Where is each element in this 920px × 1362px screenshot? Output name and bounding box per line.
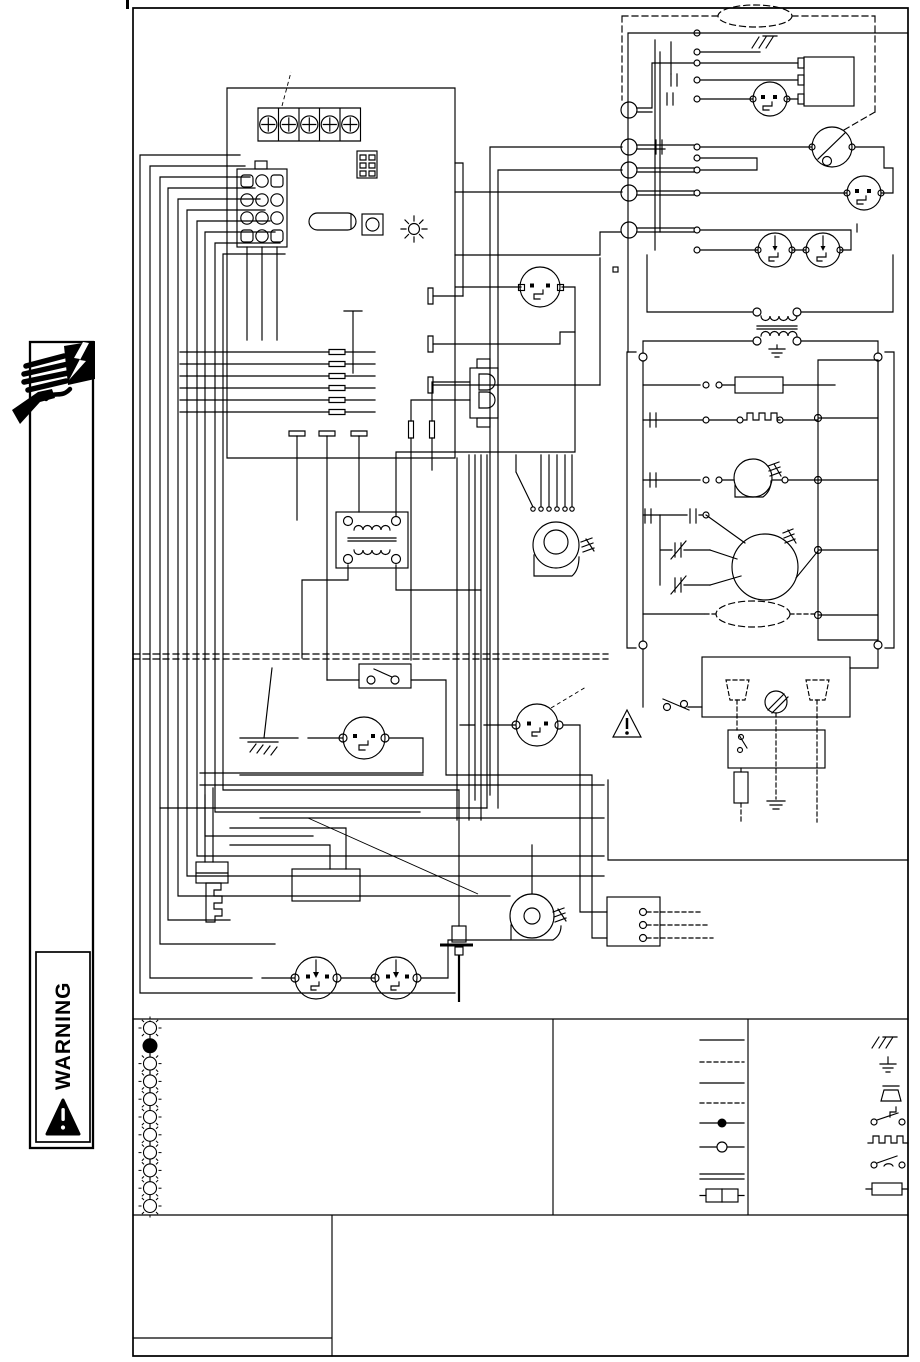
led-ray (156, 1159, 158, 1161)
led-ray (142, 1127, 144, 1129)
thermostat-terminal-strip (258, 72, 361, 141)
title-block-right-cell (333, 1216, 907, 1355)
dip-switch-block (357, 151, 377, 178)
led-ray (156, 1176, 158, 1178)
status-led-icon (401, 216, 427, 242)
led-ray (142, 1176, 144, 1178)
door-interlock-switch (327, 664, 411, 688)
optional-accessory-oval (716, 601, 790, 627)
led-flash-code-column (139, 1017, 162, 1218)
led-ray (156, 1198, 158, 1200)
led-ray (156, 1087, 158, 1089)
ground-screw-icon (765, 691, 788, 713)
ladder-network (627, 352, 894, 649)
inducer-blower-top (516, 455, 594, 576)
chassis-ground-top-icon (752, 36, 777, 48)
led-ray (156, 1034, 158, 1036)
low-voltage-transformer (336, 512, 408, 568)
gas-valve-control (798, 57, 854, 106)
voltage-divider-line (133, 654, 608, 659)
terminal-circles (694, 30, 700, 253)
led-indicator (144, 1022, 157, 1035)
led-indicator-filled (143, 1038, 158, 1053)
led-ray (142, 1194, 144, 1196)
led-ray (156, 1144, 158, 1146)
fuse-symbol (866, 1183, 908, 1195)
led-ray (142, 1144, 144, 1146)
inline-connector-symbol (700, 1189, 744, 1202)
heating-element (744, 413, 780, 420)
led-ray (142, 1105, 144, 1107)
chassis-ground-left-icon (248, 668, 278, 755)
page-edge-mark (126, 0, 129, 9)
led-ray (142, 1212, 144, 1214)
inducer-motor (734, 459, 781, 497)
pressure-switch-bottom (512, 687, 586, 746)
resistor (735, 377, 783, 393)
led-ray (156, 1127, 158, 1129)
led-ray (156, 1055, 158, 1057)
chassis-ground-symbol (872, 1037, 897, 1048)
led-indicator (144, 1111, 157, 1124)
hot-surface-igniter (196, 862, 228, 922)
limit-switch-tr1 (750, 82, 790, 116)
warning-triangle-outline-icon (613, 710, 641, 737)
led-ray (142, 1091, 144, 1093)
led-ray (142, 1055, 144, 1057)
line-voltage-section (608, 5, 908, 860)
led-ray (142, 1198, 144, 1200)
small-terminal-mark (613, 267, 618, 272)
power-entry-box (613, 649, 878, 822)
led-ray (142, 1070, 144, 1072)
led-ray (142, 1034, 144, 1036)
title-block (134, 1216, 907, 1355)
legend (139, 1017, 909, 1218)
limit-switch-bottom (339, 717, 389, 759)
wire-harness (140, 147, 622, 993)
led-ray (142, 1087, 144, 1089)
limit-switch-tr2 (844, 176, 884, 210)
motor-ground-icon (553, 908, 566, 922)
led-ray (142, 1141, 144, 1143)
earth-ground-icon (767, 801, 785, 809)
terminal-symbol (717, 1142, 727, 1152)
led-ray (156, 1123, 158, 1125)
led-ray (156, 1073, 158, 1075)
led-ray (142, 1162, 144, 1164)
led-ray (156, 1109, 158, 1111)
pressure-switch-symbol (871, 1156, 905, 1168)
wire-type-symbols (700, 1040, 744, 1202)
led-indicator (144, 1164, 157, 1177)
pressure-switch-top (456, 267, 564, 307)
led-ray (142, 1123, 144, 1125)
led-indicator (144, 1146, 157, 1159)
led-ray (156, 1212, 158, 1214)
board-edge-connector-12pin (237, 161, 287, 247)
junction-dot-symbol (718, 1119, 727, 1128)
plug-connectors (726, 680, 829, 700)
led-ray (156, 1105, 158, 1107)
title-block-left-cell (134, 1216, 331, 1337)
led-ray (142, 1073, 144, 1075)
circulating-blower-bottom (510, 894, 566, 940)
wire-nut-connectors (621, 102, 637, 238)
led-indicator (144, 1200, 157, 1213)
earth-ground-symbol (880, 1057, 896, 1072)
led-indicator (144, 1182, 157, 1195)
led-ray (156, 1020, 158, 1022)
led-ray (142, 1159, 144, 1161)
fuse (734, 772, 748, 803)
led-indicator (144, 1093, 157, 1106)
junction-box (607, 897, 713, 946)
warning-label: WARNING (52, 981, 75, 1090)
led-ray (156, 1070, 158, 1072)
device-symbols (866, 1037, 908, 1195)
temperature-switch-symbol (871, 1107, 905, 1125)
warning-triangle-icon (47, 1100, 79, 1134)
jumper-oval (309, 213, 356, 230)
electric-shock-hand-icon (12, 341, 95, 424)
title-block-left-footer (134, 1339, 331, 1355)
led-ray (142, 1109, 144, 1111)
led-ray (142, 1020, 144, 1022)
led-ray (156, 1141, 158, 1143)
motor-ground-icon (581, 538, 594, 552)
reset-button (362, 214, 383, 235)
led-indicator (144, 1128, 157, 1141)
two-pin-plug (470, 359, 498, 427)
led-indicator (144, 1057, 157, 1070)
led-ray (156, 1180, 158, 1182)
plug-symbol (881, 1086, 901, 1101)
igniter-flame-circle (809, 127, 855, 167)
heating-element-symbol (868, 1136, 908, 1143)
led-indicator (144, 1075, 157, 1088)
led-ray (156, 1091, 158, 1093)
led-ray (156, 1194, 158, 1196)
warning-sidebar (12, 341, 95, 1148)
blower-motor (706, 515, 818, 600)
led-ray (156, 1162, 158, 1164)
line-voltage-transformer (643, 255, 893, 357)
led-ray (142, 1180, 144, 1182)
